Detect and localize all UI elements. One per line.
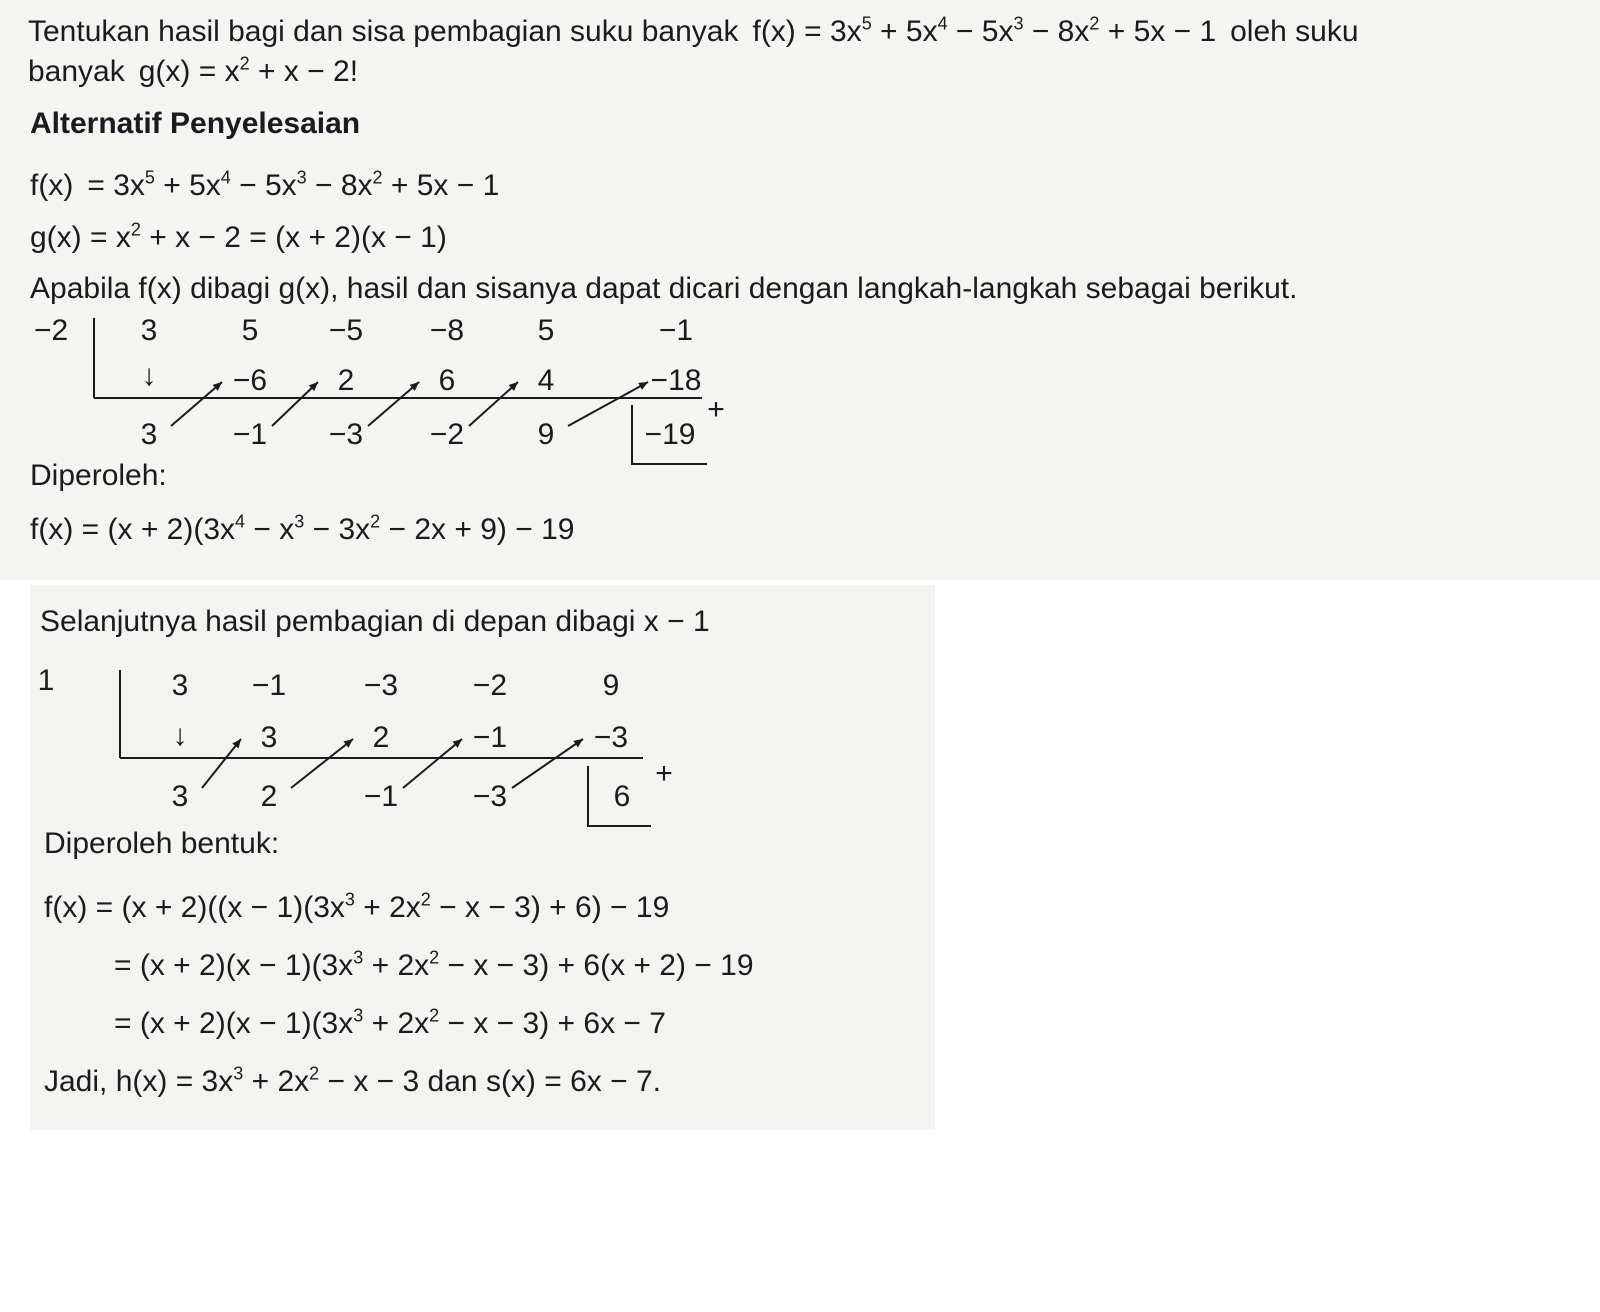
exponent: 4 [937, 13, 948, 34]
horner1-coefficient: 5 [537, 314, 555, 347]
expr-term: = (x + 2)(x − 1)(3x [114, 1007, 354, 1040]
apabila-sentence: Apabila f(x) dibagi g(x), hasil dan sisanya dapat dicari dengan langkah-langkah sebagai berikut. [30, 272, 1298, 305]
problem-prefix: Tentukan hasil bagi dan sisa pembagian suku banyak [28, 15, 739, 48]
expr-term: + 2x [363, 949, 430, 982]
horner1-result: 3 [140, 418, 158, 451]
horner2-divisor: 1 [37, 664, 55, 697]
expr-term: − 8x [306, 169, 373, 202]
expr-term: + 2x [363, 1007, 430, 1040]
expr-term: 3x [113, 169, 145, 202]
horner1-coefficient: −5 [328, 314, 364, 347]
diperoleh-1: Diperoleh: [30, 459, 167, 492]
exponent: 3 [294, 511, 305, 532]
final-line-2 [114, 948, 754, 984]
problem-line2-prefix: banyak [28, 55, 125, 88]
horner2-product: 3 [260, 721, 278, 754]
horner2-remainder: 6 [613, 780, 631, 813]
exponent: 4 [235, 511, 246, 532]
exponent: 5 [144, 167, 155, 188]
horner2-result: 3 [171, 780, 189, 813]
f-def-lhs: f(x) [30, 169, 74, 202]
horner2-product: 2 [372, 721, 390, 754]
expr-term: − x − 3) + 6(x + 2) − 19 [439, 949, 754, 982]
expr-term: − 5x [947, 15, 1014, 48]
exponent: 3 [353, 1005, 364, 1026]
horner1-plus: + [707, 393, 725, 426]
horner2-product: −1 [472, 721, 508, 754]
horner1-result: −3 [328, 418, 364, 451]
selanjutnya-sentence: Selanjutnya hasil pembagian di depan dibagi x − 1 [40, 605, 710, 638]
horner1-product: 4 [537, 364, 555, 397]
exponent: 2 [309, 1063, 320, 1084]
expr-term: + 5x [154, 169, 221, 202]
horner2-diagonal-arrow [291, 739, 353, 788]
expr-term: g(x) = x [30, 221, 131, 254]
expr-term: − x [245, 513, 295, 546]
expr-term: − 8x [1023, 15, 1090, 48]
horner1-product: −6 [232, 364, 268, 397]
horner2-product: −3 [593, 721, 629, 754]
horner2-coefficient: −2 [472, 669, 508, 702]
exponent: 3 [1013, 13, 1024, 34]
horner1-result: −2 [429, 418, 465, 451]
conclusion [44, 1064, 661, 1100]
final-line-1 [44, 890, 669, 926]
horner2-result: −3 [472, 780, 508, 813]
expr-term: − x − 3) + 6) − 19 [430, 891, 670, 924]
horner2-result: −1 [363, 780, 399, 813]
exponent: 2 [1089, 13, 1100, 34]
exponent: 2 [429, 947, 440, 968]
exponent: 2 [370, 511, 381, 532]
horner1-remainder: −19 [644, 418, 696, 451]
expr-term: + 2x [243, 1065, 310, 1098]
exponent: 5 [861, 13, 872, 34]
exponent: 3 [296, 167, 307, 188]
horner2-result: 2 [260, 780, 278, 813]
horner2-coefficient: −1 [251, 669, 287, 702]
exponent: 3 [233, 1063, 244, 1084]
horner2-coefficient: 9 [602, 669, 620, 702]
horner2-diagonal-arrow [202, 739, 241, 788]
horner2-diagonal-arrow [512, 739, 583, 788]
expr-term: + 2x [354, 891, 421, 924]
horner2-coefficient: 3 [171, 669, 189, 702]
problem-f-lhs: f(x) = [752, 15, 830, 48]
expr-term: − 5x [230, 169, 297, 202]
horner1-result: 9 [537, 418, 555, 451]
expr-term: − x − 3 dan s(x) = 6x − 7. [319, 1065, 662, 1098]
horner1-coefficient: 3 [140, 314, 158, 347]
expr-term: + 5x [871, 15, 938, 48]
problem-suffix: oleh suku [1230, 15, 1359, 48]
exponent: 2 [130, 219, 141, 240]
horner1-product: −18 [650, 364, 702, 397]
expr-term: = (x + 2)(x − 1)(3x [114, 949, 354, 982]
horner1-divisor: −2 [34, 314, 69, 347]
expr-term: f(x) = (x + 2)(3x [30, 513, 236, 546]
horner1-product: 6 [438, 364, 456, 397]
exponent: 2 [420, 889, 431, 910]
horner1-product: 2 [337, 364, 355, 397]
expr-term: + x − 2! [249, 55, 359, 88]
expr-term: f(x) = (x + 2)((x − 1)(3x [44, 891, 345, 924]
horner2-arrow-down: ↓ [172, 719, 188, 752]
expr-term: − 3x [304, 513, 371, 546]
exponent: 2 [429, 1005, 440, 1026]
solution-heading: Alternatif Penyelesaian [30, 107, 361, 140]
horner2-diagonal-arrow [403, 739, 462, 788]
exponent: 3 [353, 947, 364, 968]
expr-term: − 2x + 9) − 19 [380, 513, 575, 546]
exponent: 3 [344, 889, 355, 910]
expr-term: x [224, 55, 240, 88]
exponent: 4 [220, 167, 231, 188]
expr-term: + x − 2 = (x + 2)(x − 1) [140, 221, 447, 254]
expr-term: + 5x − 1 [1099, 15, 1217, 48]
exponent: 2 [372, 167, 383, 188]
problem-g-lhs: g(x) = [138, 55, 225, 88]
final-line-3 [114, 1006, 666, 1042]
expr-term: Jadi, h(x) = 3x [44, 1065, 234, 1098]
horner2-plus: + [655, 757, 673, 790]
horner1-arrow-down: ↓ [141, 359, 157, 392]
expr-term: 3x [830, 15, 862, 48]
horner2-coefficient: −3 [363, 669, 399, 702]
horner1-coefficient: −1 [658, 314, 694, 347]
exponent: 2 [239, 53, 250, 74]
horner1-coefficient: 5 [241, 314, 259, 347]
expr-term: − x − 3) + 6x − 7 [439, 1007, 666, 1040]
horner1-result: −1 [232, 418, 268, 451]
horner1-coefficient: −8 [429, 314, 465, 347]
diperoleh-2: Diperoleh bentuk: [44, 827, 280, 860]
horner2-diagonal-arrow-head [573, 739, 583, 747]
f-def-eq: = [87, 169, 114, 202]
expr-term: + 5x − 1 [382, 169, 500, 202]
